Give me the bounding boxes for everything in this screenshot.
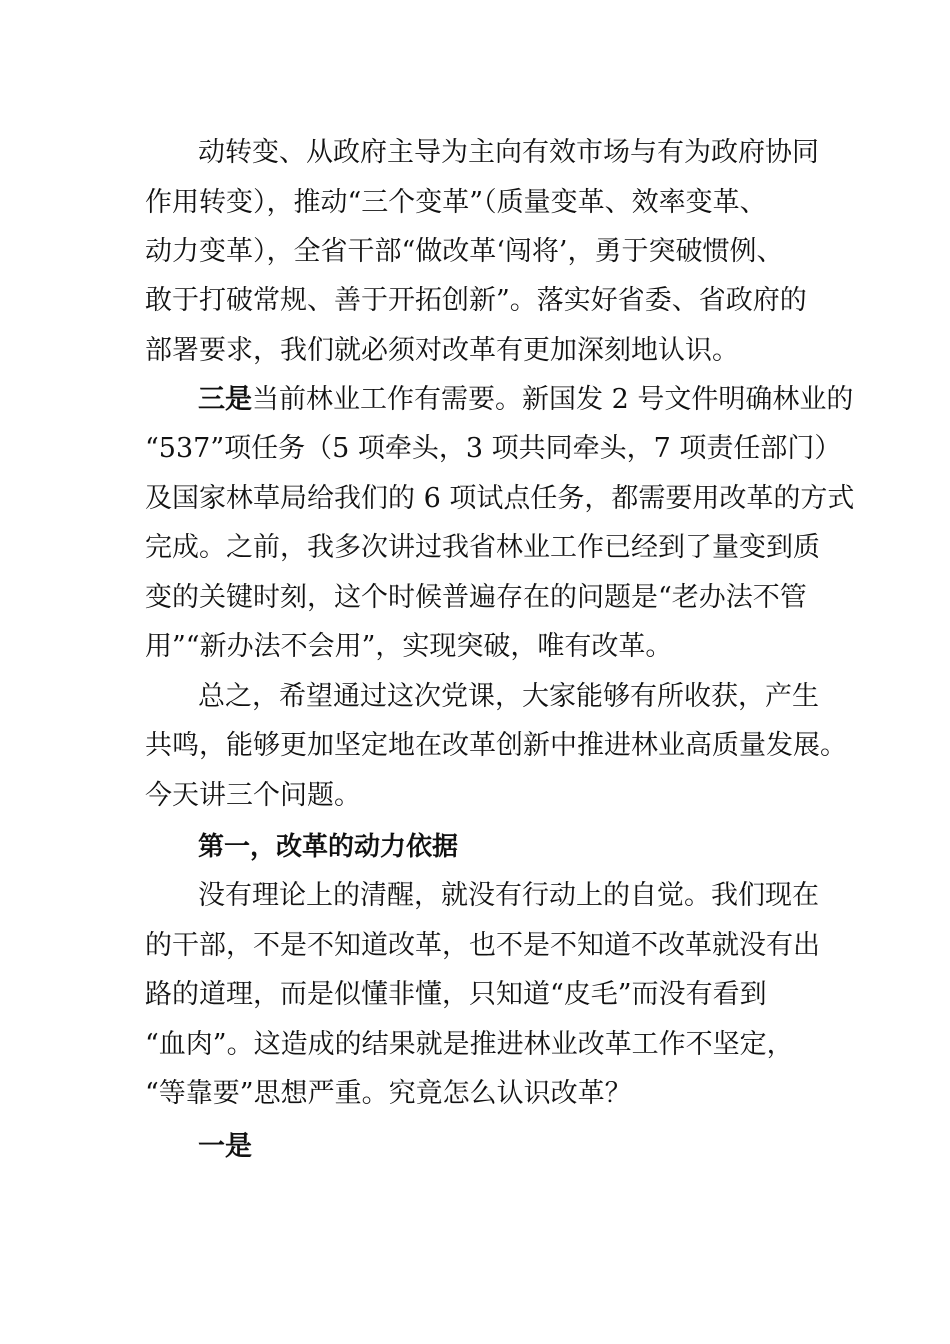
paragraph-line [198, 1130, 878, 1164]
paragraph-line: 没有理论上的清醒，就没有行动上的自觉。我们现在 [198, 880, 819, 911]
section-heading: 第一，改革的动力依据 [198, 832, 459, 862]
paragraph-line: 总之，希望通过这次党课，大家能够有所收获，产生 [198, 681, 819, 712]
paragraph-line: 共鸣，能够更加坚定地在改革创新中推进林业高质量发展。 [145, 730, 847, 761]
paragraph-line: 敢于打破常规、善于开拓创新”。落实好省委、省政府的 [145, 285, 807, 316]
paragraph-lead: 一是 [198, 1131, 252, 1162]
paragraph-line: 今天讲三个问题。 [145, 780, 361, 811]
paragraph-lead: 三是 [198, 384, 252, 415]
paragraph-line: 完成。之前，我多次讲过我省林业工作已经到了量变到质 [145, 532, 820, 563]
paragraph-line: 作用转变），推动“三个变革”（质量变革、效率变革、 [145, 187, 767, 218]
paragraph-text: 当前林业工作有需要。新国发 2 号文件明确林业的 [252, 384, 854, 415]
paragraph-line: 及国家林草局给我们的 6 项试点任务，都需要用改革的方式 [145, 483, 855, 514]
paragraph-line: 部署要求，我们就必须对改革有更加深刻地认识。 [145, 335, 739, 366]
paragraph-line: “血肉”。这造成的结果就是推进林业改革工作不坚定， [145, 1029, 794, 1060]
paragraph-line: 变的关键时刻，这个时候普遍存在的问题是“老办法不管 [145, 582, 807, 613]
paragraph-line: 动力变革），全省干部“做改革‘闯将’，勇于突破惯例、 [145, 236, 784, 267]
paragraph-line: 的干部，不是不知道改革，也不是不知道不改革就没有出 [145, 930, 820, 961]
paragraph-line: 路的道理，而是似懂非懂，只知道“皮毛”而没有看到 [145, 979, 767, 1010]
paragraph-line: 动转变、从政府主导为主向有效市场与有为政府协同 [198, 137, 819, 168]
paragraph-line: “等靠要”思想严重。究竟怎么认识改革？ [145, 1078, 632, 1109]
paragraph-line: “537”项任务（5 项牵头，3 项共同牵头，7 项责任部门） [145, 433, 842, 464]
paragraph-line: 用”“新办法不会用”，实现突破，唯有改革。 [145, 631, 673, 662]
paragraph-line [198, 383, 878, 417]
